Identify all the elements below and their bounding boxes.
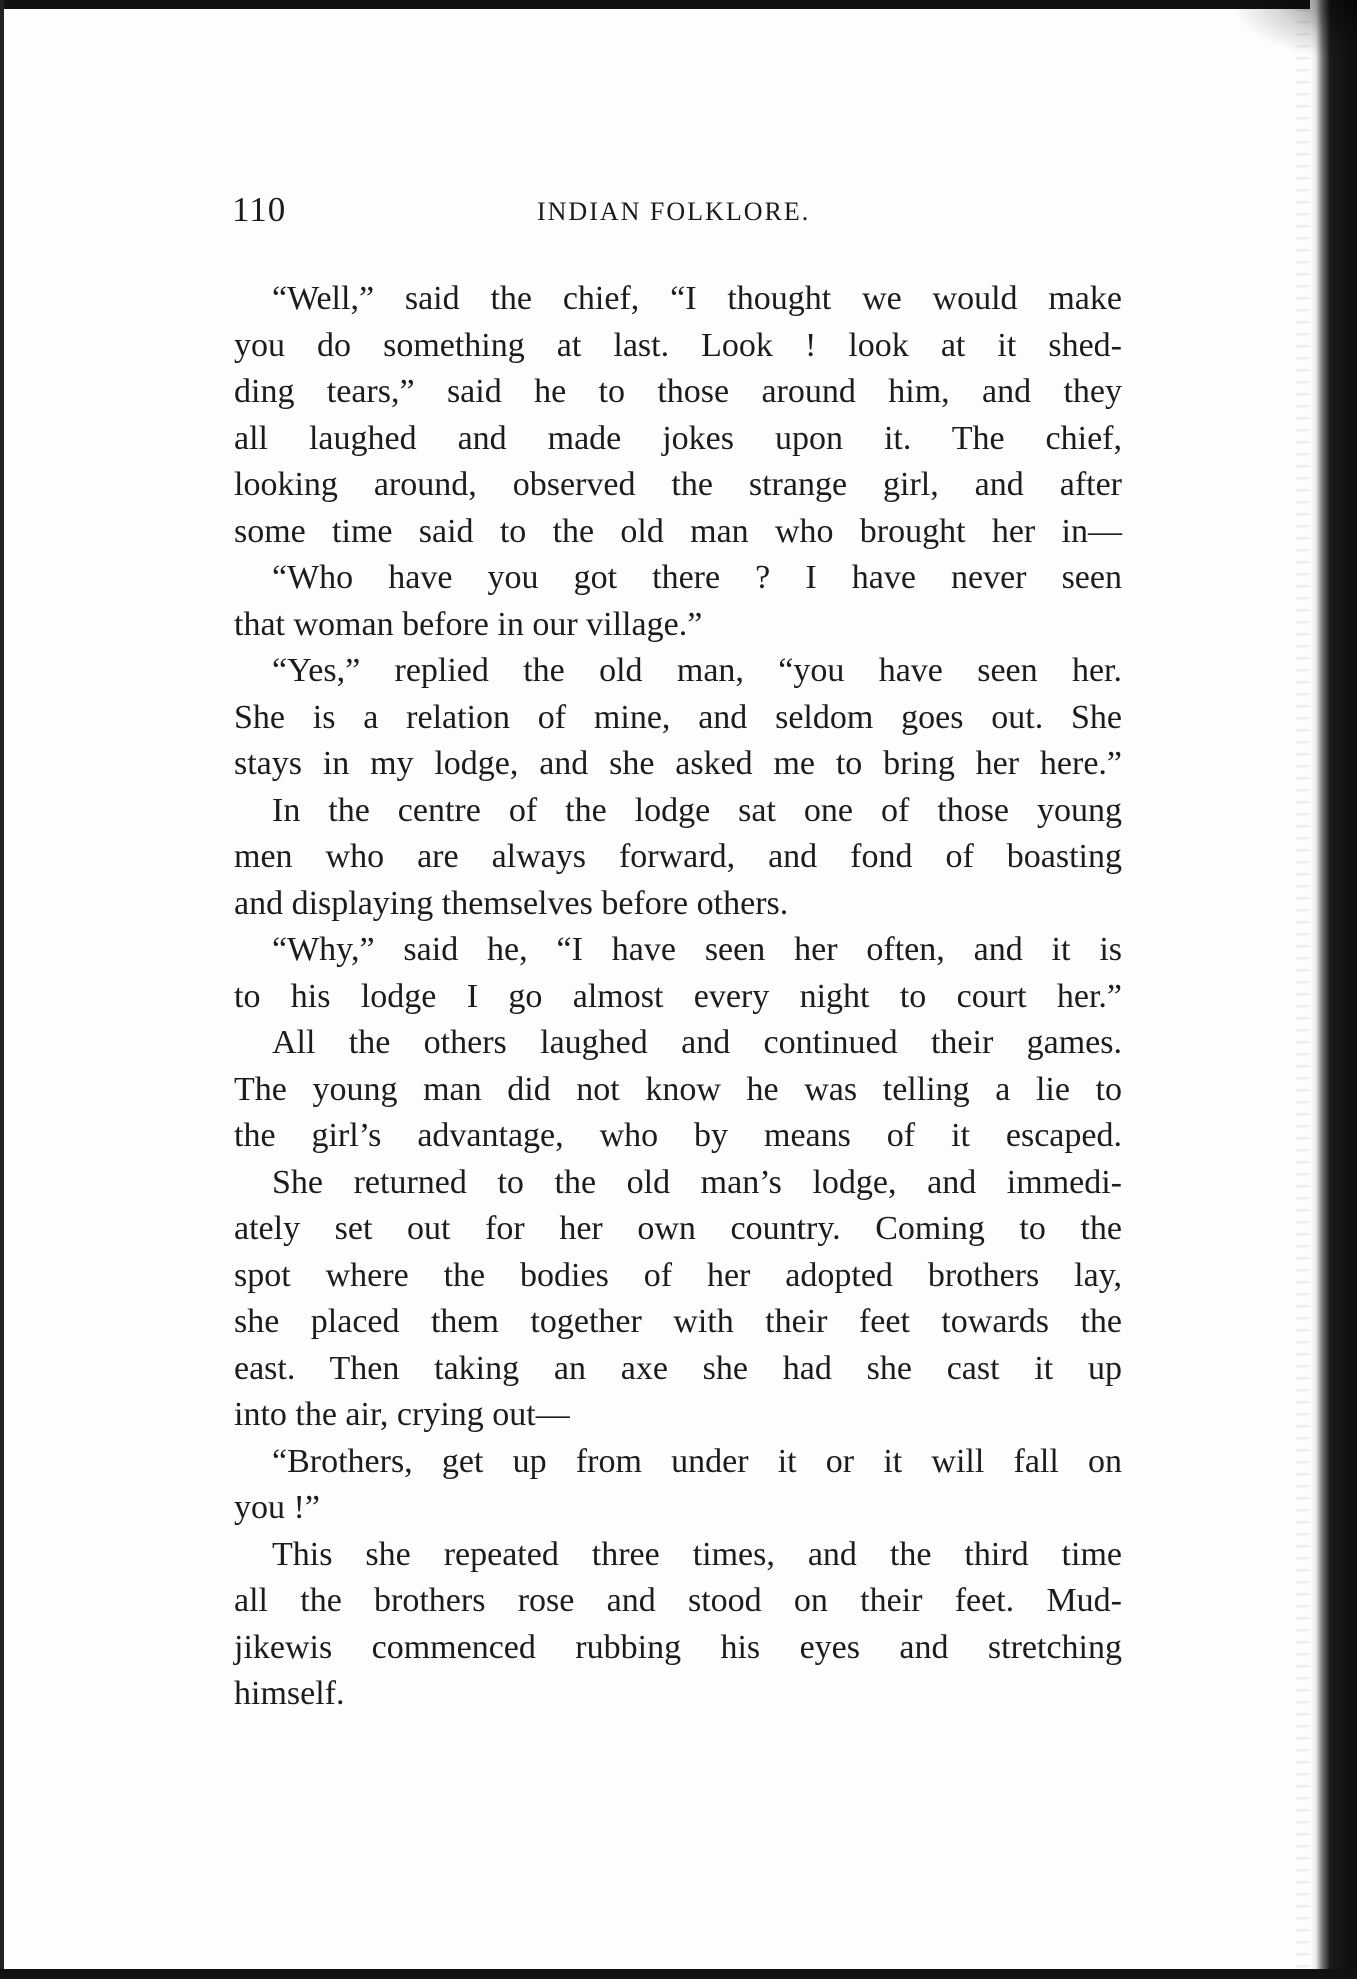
text-line: some time said to the old man who brought her in—	[234, 512, 1122, 550]
text-line: she placed them together with their feet towards the	[234, 1303, 1122, 1340]
text-line: spot where the bodies of her adopted brothers lay,	[234, 1256, 1122, 1294]
paragraph	[234, 788, 1122, 928]
running-head: INDIAN FOLKLORE.	[537, 197, 811, 226]
paragraph	[234, 648, 1122, 788]
text-line: that woman before in our village.”	[234, 605, 703, 643]
text-line: ately set out for her own country. Coming to the	[234, 1210, 1122, 1247]
paragraph	[234, 1532, 1122, 1718]
paragraph	[234, 555, 1122, 648]
text-line: men who are always forward, and fond of boasting	[234, 838, 1122, 875]
scan-edge-right	[1310, 0, 1357, 1979]
body-text	[234, 276, 1122, 1718]
text-line: “Why,” said he, “I have seen her often, and it is	[272, 931, 1122, 968]
text-line: The young man did not know he was telling a lie to	[234, 1070, 1122, 1108]
text-line: jikewis commenced rubbing his eyes and stretching	[234, 1628, 1122, 1666]
text-line: to his lodge I go almost every night to court her.”	[234, 977, 1122, 1015]
text-line: the girl’s advantage, who by means of it escaped.	[234, 1117, 1122, 1154]
text-line: “Who have you got there ? I have never seen	[272, 559, 1122, 596]
text-line: all the brothers rose and stood on their feet. Mud-	[234, 1582, 1122, 1619]
paragraph	[234, 1439, 1122, 1532]
text-line: “Brothers, get up from under it or it will fall on	[272, 1442, 1122, 1480]
text-line: himself.	[234, 1675, 345, 1712]
page-header	[232, 190, 1122, 240]
text-line: ding tears,” said he to those around him, and they	[234, 373, 1122, 410]
text-line: This she repeated three times, and the third time	[272, 1535, 1122, 1573]
paragraph	[234, 927, 1122, 1020]
paragraph	[234, 1160, 1122, 1439]
text-line: She returned to the old man’s lodge, and immedi-	[272, 1163, 1122, 1201]
text-line: into the air, crying out—	[234, 1396, 570, 1433]
text-line: east. Then taking an axe she had she cast it up	[234, 1349, 1122, 1387]
paragraph	[234, 276, 1122, 555]
text-line: “Well,” said the chief, “I thought we would make	[272, 280, 1122, 317]
page-number: 110	[232, 190, 287, 229]
text-line: She is a relation of mine, and seldom goes out. She	[234, 698, 1122, 736]
scan-edge-bottom	[0, 1969, 1357, 1979]
text-line: stays in my lodge, and she asked me to bring her here.”	[234, 745, 1122, 782]
text-line: and displaying themselves before others.	[234, 884, 789, 922]
text-line: you !”	[234, 1489, 320, 1526]
text-line: In the centre of the lodge sat one of those young	[272, 791, 1122, 829]
scan-corner-shadow	[1230, 0, 1357, 60]
scan-edge-left	[0, 0, 4, 1979]
text-line: “Yes,” replied the old man, “you have seen her.	[272, 652, 1122, 689]
scan-edge-top	[0, 0, 1357, 9]
text-line: all laughed and made jokes upon it. The chief,	[234, 419, 1122, 457]
paragraph	[234, 1020, 1122, 1160]
text-line: looking around, observed the strange girl, and after	[234, 466, 1122, 503]
text-line: All the others laughed and continued their games.	[272, 1024, 1122, 1061]
text-line: you do something at last. Look ! look at it shed-	[234, 326, 1122, 364]
